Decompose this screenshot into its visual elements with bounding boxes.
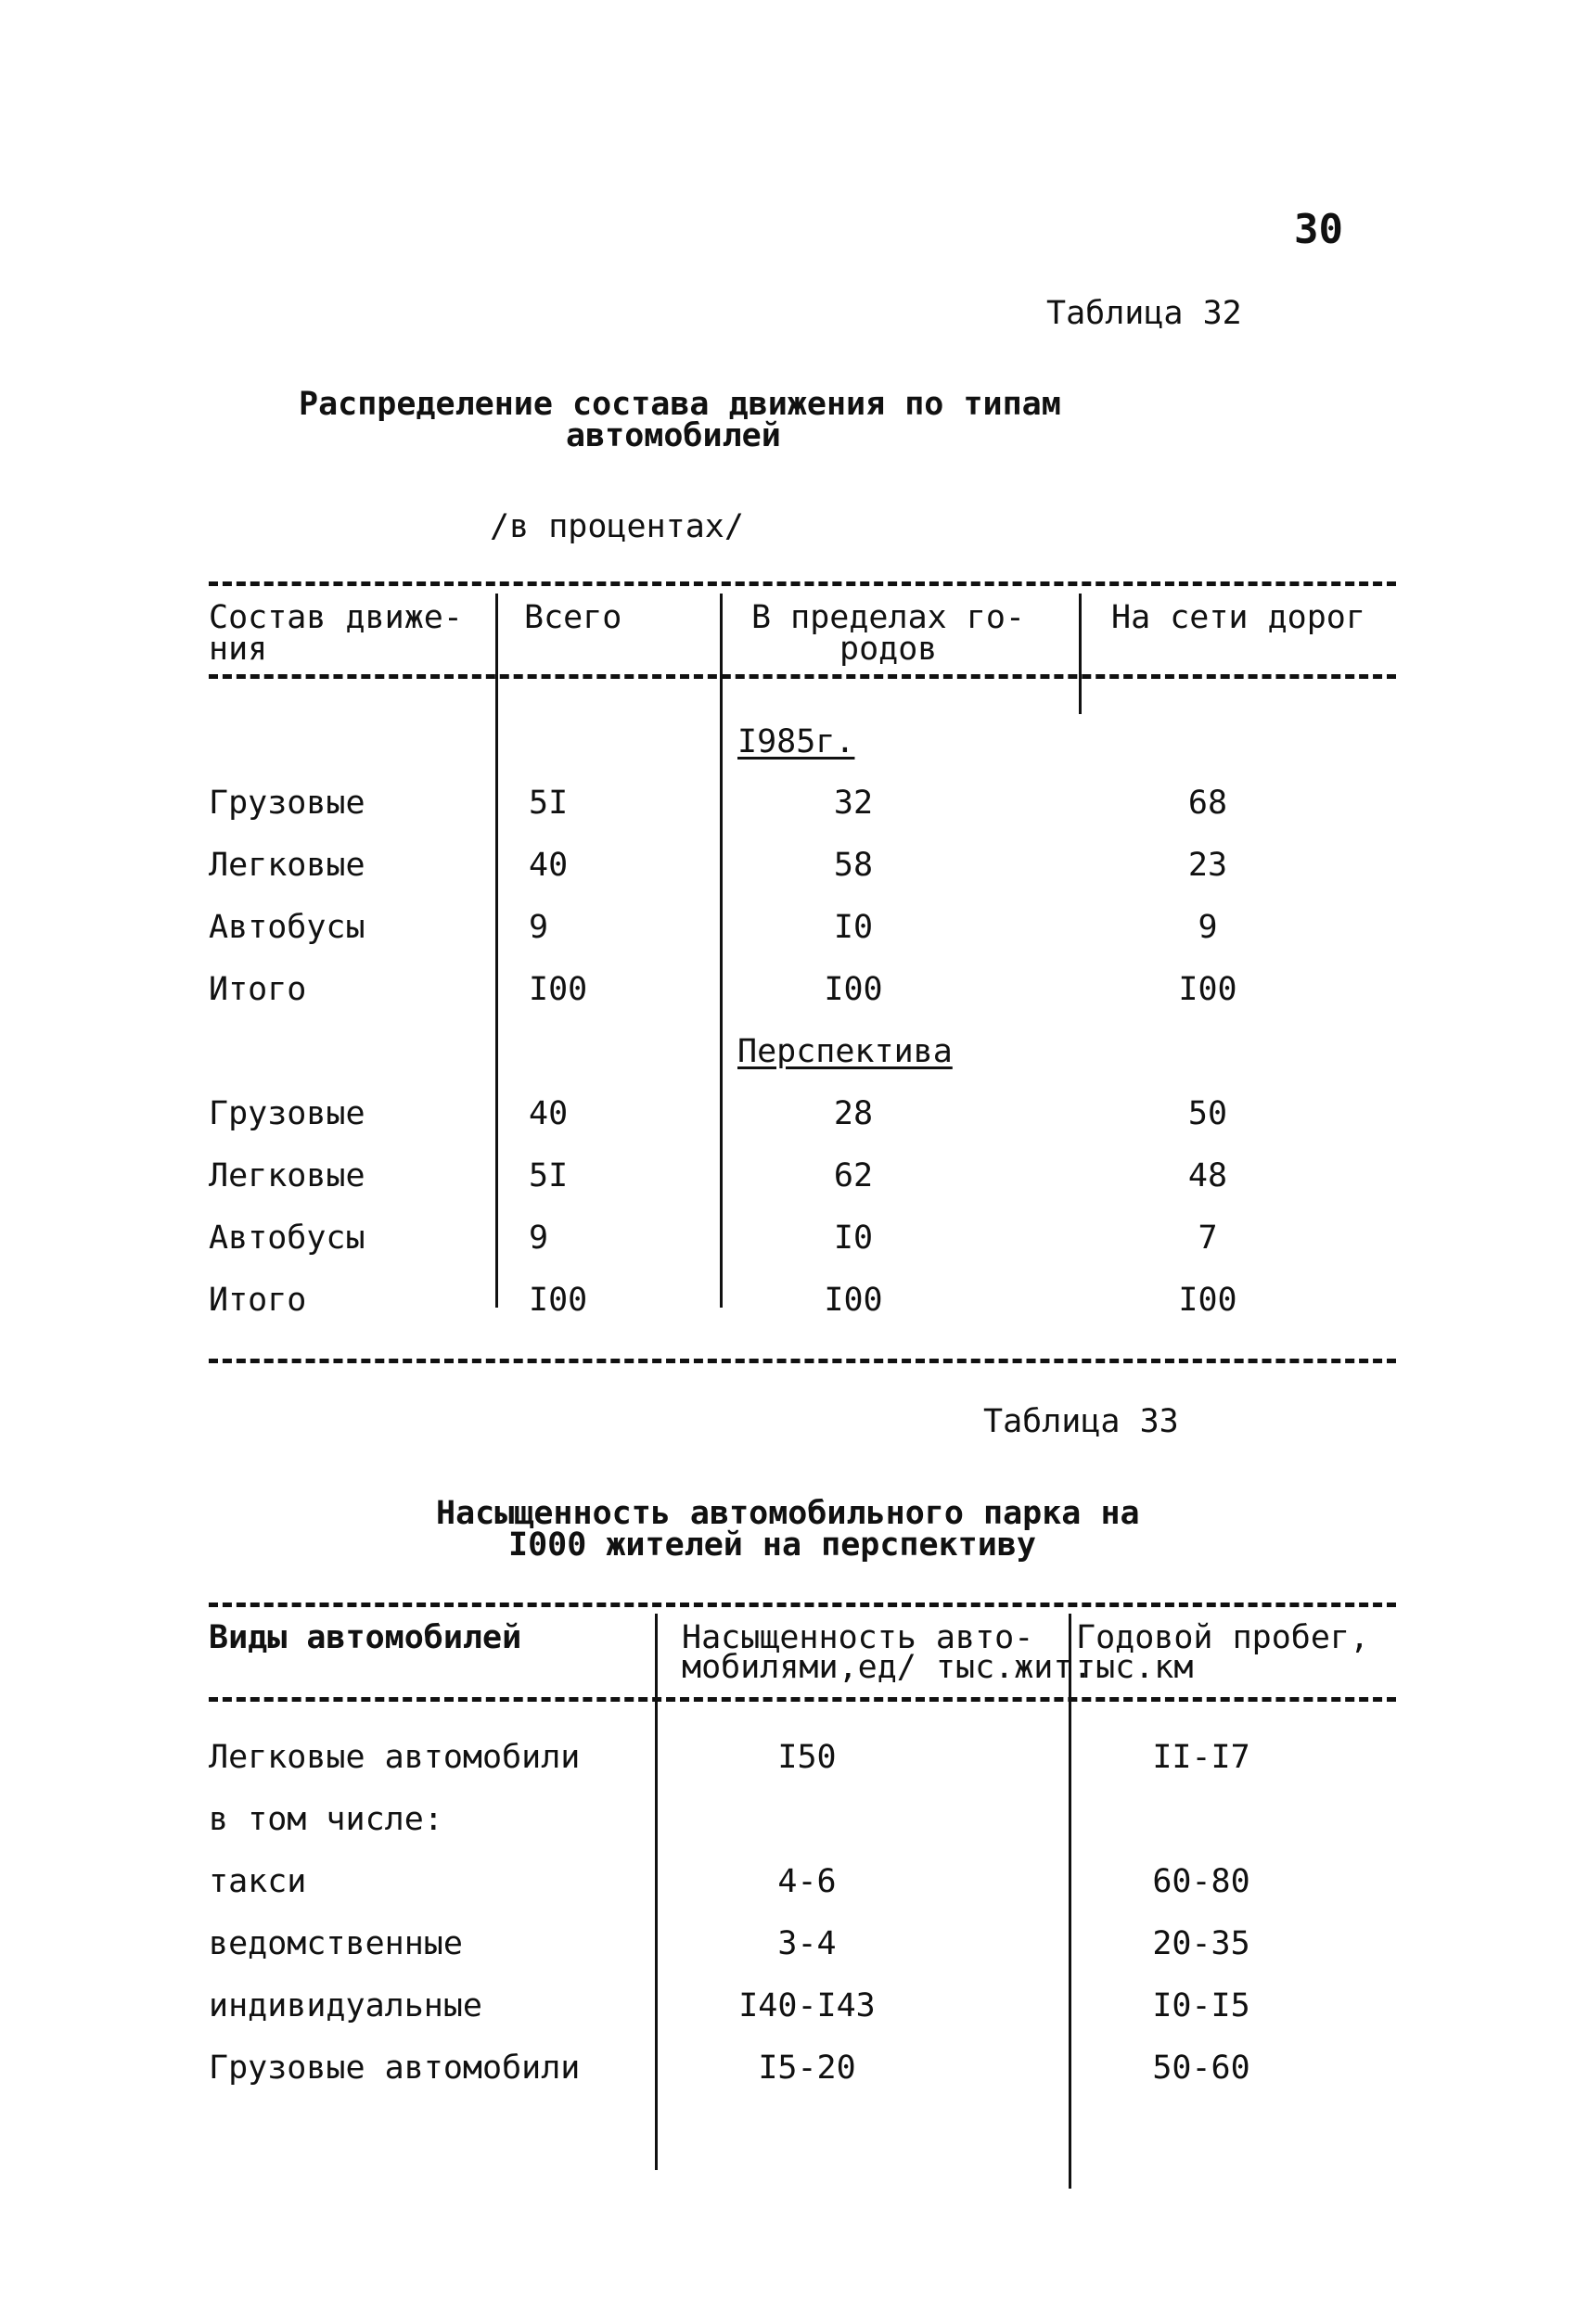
table-cell-roads: 23 [1187, 847, 1228, 884]
table-cell-total: 40 [529, 847, 569, 884]
table-cell-roads: 68 [1187, 785, 1228, 822]
table33-header-col2-line1: Насыщенность авто- [682, 1619, 1034, 1656]
table33-title-line1: Насыщенность автомобильного парка на [436, 1495, 1140, 1532]
table-row-name: Автобусы [209, 1219, 365, 1257]
table-cell-cities: I0 [833, 909, 874, 946]
table-cell-cities: I00 [824, 971, 883, 1008]
table-cell-total: 5I [529, 785, 569, 822]
table32-header-col2: Всего [524, 599, 622, 636]
table33-header-rule [209, 1697, 1396, 1702]
table32-header-rule [209, 674, 1396, 679]
table-cell-roads: 9 [1198, 909, 1218, 946]
table33-header-col2-line2: мобилями,ед/ тыс.жит. [682, 1649, 1093, 1686]
table32-section-1985: I985г. [737, 723, 855, 760]
table32-label: Таблица 32 [1046, 295, 1242, 332]
table-row-name: Легковые [209, 1157, 365, 1194]
table-cell-cities: 32 [833, 785, 874, 822]
table-cell-total: 5I [529, 1157, 569, 1194]
table32-col-divider-3 [1079, 594, 1082, 714]
table-cell-total: 40 [529, 1095, 569, 1132]
table-row-name: Итого [209, 1282, 307, 1319]
table32-header-col3-line2: родов [839, 631, 938, 668]
table32-col-divider-2 [720, 594, 723, 1308]
table-cell-total: I00 [529, 1282, 588, 1319]
table32-header-col3-line1: В пределах го- [751, 599, 1026, 636]
table32-units: /в процентах/ [490, 508, 744, 545]
page-number: 30 [1294, 206, 1343, 253]
table-cell-total: 9 [529, 909, 549, 946]
table33-header-col3-line2: тыс.км [1076, 1649, 1194, 1686]
table-cell-saturation: 3-4 [777, 1925, 837, 1962]
table-row-name: Легковые автомобили [209, 1739, 581, 1776]
table32-col-divider-1 [495, 594, 498, 1308]
table-cell-saturation: I40-I43 [738, 1987, 876, 2024]
table-row-name: Грузовые [209, 785, 365, 822]
table-cell-cities: 28 [833, 1095, 874, 1132]
table-cell-mileage: 20-35 [1152, 1925, 1250, 1962]
table-row-name: Легковые [209, 847, 365, 884]
table-cell-saturation: 4-6 [777, 1863, 837, 1900]
table32-title-line1: Распределение состава движения по типам [299, 386, 1061, 423]
table-cell-cities: I00 [824, 1282, 883, 1319]
table33-col-divider-2 [1069, 1614, 1071, 2189]
table32-bottom-rule [209, 1359, 1396, 1363]
table-cell-mileage: I0-I5 [1152, 1987, 1250, 2024]
table-cell-saturation: I5-20 [758, 2049, 856, 2087]
table33-col-divider-1 [655, 1614, 658, 2170]
table-cell-saturation: I50 [777, 1739, 837, 1776]
table-cell-roads: I00 [1178, 971, 1237, 1008]
table-cell-roads: 7 [1198, 1219, 1218, 1257]
table33-top-rule [209, 1603, 1396, 1607]
table-cell-roads: 50 [1187, 1095, 1228, 1132]
table32-header-col1-line2: ния [209, 631, 268, 668]
table-row-name: Грузовые автомобили [209, 2049, 581, 2087]
table33-label: Таблица 33 [983, 1403, 1179, 1440]
table-row-name: Грузовые [209, 1095, 365, 1132]
table32-header-col4: На сети дорог [1111, 599, 1365, 636]
table-cell-cities: 62 [833, 1157, 874, 1194]
table-cell-roads: 48 [1187, 1157, 1228, 1194]
table32-header-col1-line1: Состав движе- [209, 599, 463, 636]
table33-title-line2: I000 жителей на перспективу [508, 1526, 1036, 1564]
table-row-name: Автобусы [209, 909, 365, 946]
table-cell-mileage: 60-80 [1152, 1863, 1250, 1900]
table-cell-cities: I0 [833, 1219, 874, 1257]
table-row-name: в том числе: [209, 1801, 443, 1838]
table32-top-rule [209, 581, 1396, 586]
table-cell-total: 9 [529, 1219, 549, 1257]
table-row-name: ведомственные [209, 1925, 463, 1962]
table32-section-perspective: Перспектива [737, 1033, 953, 1070]
table-row-name: индивидуальные [209, 1987, 483, 2024]
table-row-name: Итого [209, 971, 307, 1008]
table-cell-total: I00 [529, 971, 588, 1008]
table-cell-mileage: II-I7 [1152, 1739, 1250, 1776]
table33-header-col3-line1: Годовой пробег, [1076, 1619, 1370, 1656]
table-cell-roads: I00 [1178, 1282, 1237, 1319]
table-cell-mileage: 50-60 [1152, 2049, 1250, 2087]
table-cell-cities: 58 [833, 847, 874, 884]
table33-header-col1: Виды автомобилей [209, 1619, 522, 1656]
table-row-name: такси [209, 1863, 307, 1900]
table32-title-line2: автомобилей [566, 417, 781, 454]
